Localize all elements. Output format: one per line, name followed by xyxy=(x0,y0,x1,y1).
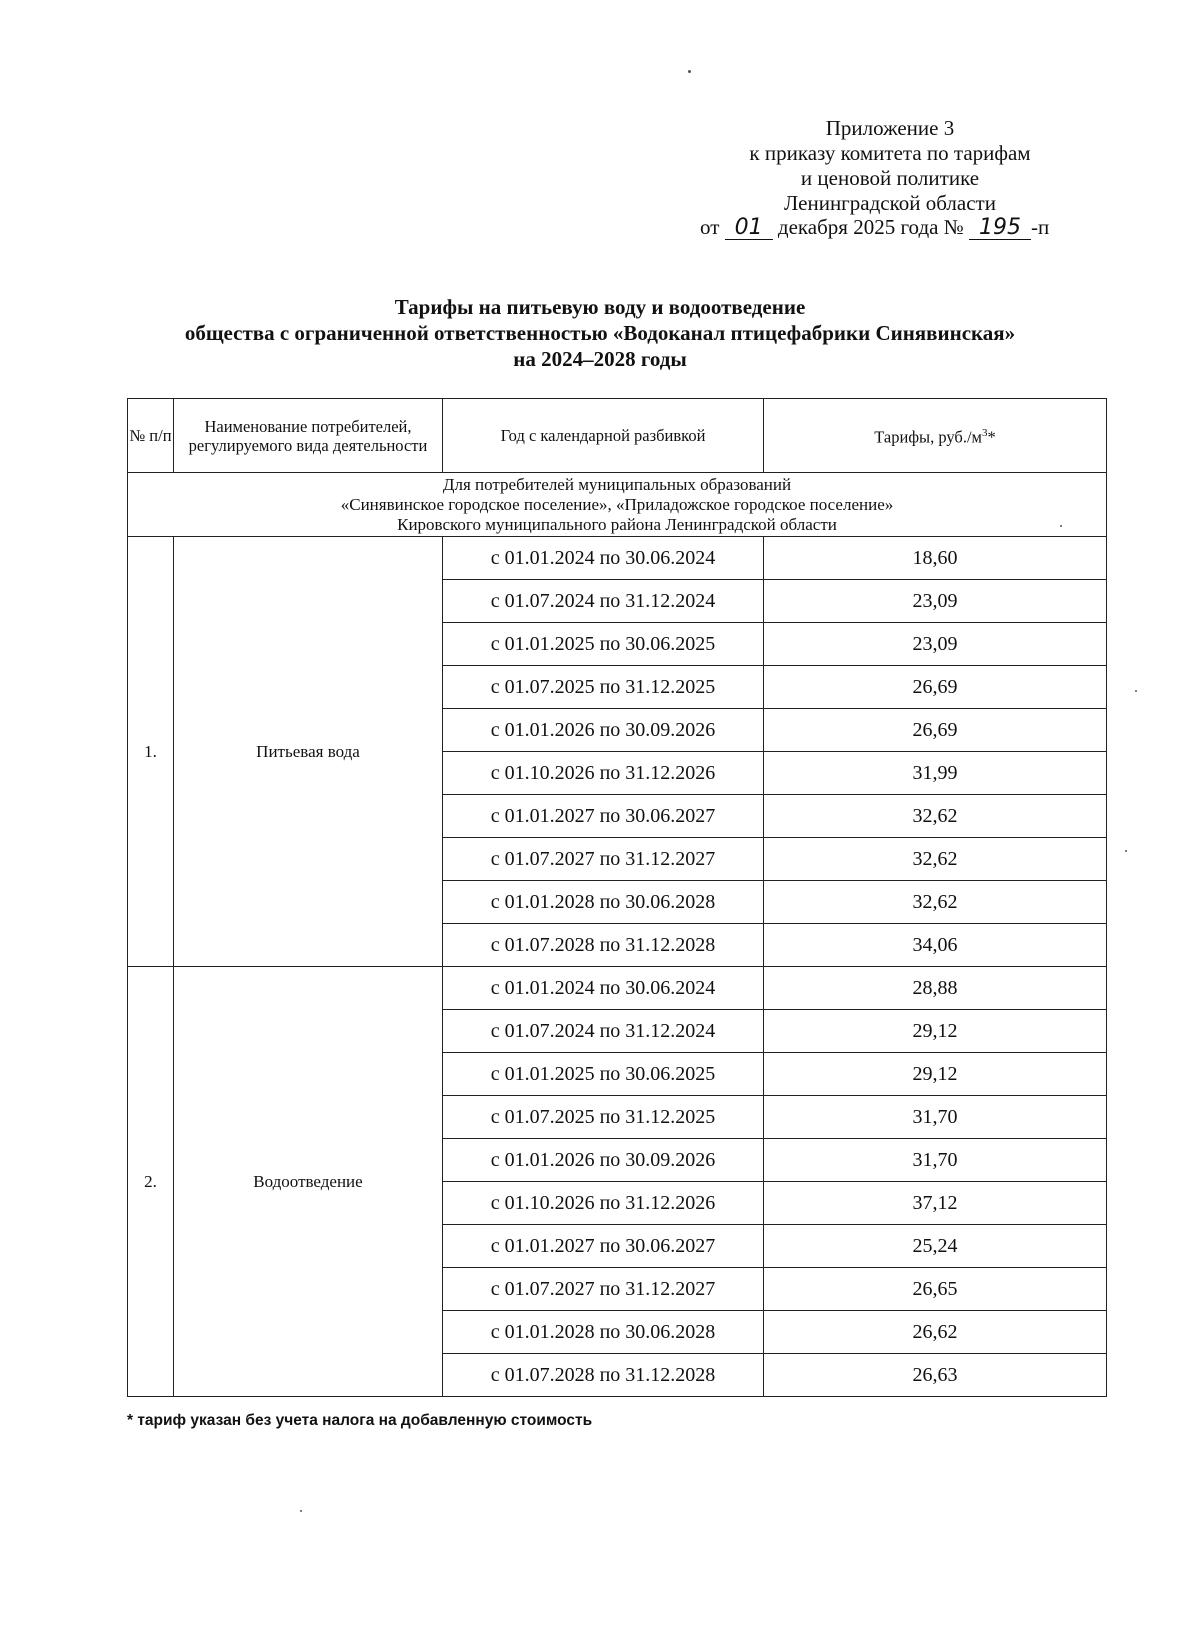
tariff-value-cell: 32,62 xyxy=(764,795,1107,838)
tariff-value-cell: 25,24 xyxy=(764,1225,1107,1268)
period-cell: с 01.10.2026 по 31.12.2026 xyxy=(443,1182,764,1225)
title-line: общества с ограниченной ответственностью «Водоканал птицефабрики Синявинская» xyxy=(184,321,1016,345)
period-cell: с 01.01.2028 по 30.06.2028 xyxy=(443,1311,764,1354)
period-cell: с 01.01.2024 по 30.06.2024 xyxy=(443,967,764,1010)
period-cell: с 01.07.2025 по 31.12.2025 xyxy=(443,1096,764,1139)
period-cell: с 01.07.2028 по 31.12.2028 xyxy=(443,1354,764,1397)
tariff-value-cell: 26,69 xyxy=(764,666,1107,709)
order-reference xyxy=(700,215,1049,240)
table-row xyxy=(128,967,1107,1010)
header-name: Наименование потребителей, регулируемого вида деятельности xyxy=(174,399,443,473)
header-period: Год с календарной разбивкой xyxy=(443,399,764,473)
section-service-name: Питьевая вода xyxy=(174,537,443,967)
appendix-line: Ленинградской области xyxy=(784,191,996,215)
tariff-value-cell: 23,09 xyxy=(764,623,1107,666)
period-cell: с 01.07.2024 по 31.12.2024 xyxy=(443,1010,764,1053)
table-header-row xyxy=(128,399,1107,473)
scan-speck xyxy=(1125,850,1127,852)
document-title xyxy=(80,294,1120,372)
header-tariff-label: Тарифы, руб./м xyxy=(874,427,982,447)
tariff-value-cell: 26,65 xyxy=(764,1268,1107,1311)
group-line: Кировского муниципального района Ленинградской области xyxy=(397,514,837,534)
tariff-value-cell: 26,63 xyxy=(764,1354,1107,1397)
period-cell: с 01.01.2024 по 30.06.2024 xyxy=(443,537,764,580)
title-line: на 2024–2028 годы xyxy=(513,347,687,371)
appendix-header xyxy=(660,116,1120,216)
period-cell: с 01.07.2027 по 31.12.2027 xyxy=(443,1268,764,1311)
header-tariff-star: * xyxy=(987,427,996,447)
tariff-value-cell: 37,12 xyxy=(764,1182,1107,1225)
order-number-handwritten: 195 xyxy=(969,217,1031,240)
header-tariff xyxy=(764,399,1107,473)
order-day-handwritten: 01 xyxy=(725,217,773,240)
header-tariff-sup: 3 xyxy=(981,427,988,440)
section-service-name: Водоотведение xyxy=(174,967,443,1397)
tariff-value-cell: 29,12 xyxy=(764,1010,1107,1053)
period-cell: с 01.01.2027 по 30.06.2027 xyxy=(443,1225,764,1268)
tariff-body xyxy=(128,537,1107,1397)
tariff-value-cell: 34,06 xyxy=(764,924,1107,967)
period-cell: с 01.01.2026 по 30.09.2026 xyxy=(443,709,764,752)
tariff-value-cell: 31,99 xyxy=(764,752,1107,795)
period-cell: с 01.07.2027 по 31.12.2027 xyxy=(443,838,764,881)
section-number: 1. xyxy=(128,537,174,967)
period-cell: с 01.07.2024 по 31.12.2024 xyxy=(443,580,764,623)
group-line: «Синявинское городское поселение», «Приладожское городское поселение» xyxy=(340,494,894,514)
tariff-value-cell: 31,70 xyxy=(764,1139,1107,1182)
consumer-group-row xyxy=(128,473,1107,537)
tariff-value-cell: 32,62 xyxy=(764,838,1107,881)
order-month-year: декабря 2025 года № xyxy=(777,215,964,239)
footnote: * тариф указан без учета налога на добавленную стоимость xyxy=(127,1412,593,1429)
consumer-group-cell xyxy=(128,473,1107,537)
header-num: № п/п xyxy=(128,399,174,473)
scan-speck xyxy=(688,70,691,73)
period-cell: с 01.07.2025 по 31.12.2025 xyxy=(443,666,764,709)
tariff-value-cell: 18,60 xyxy=(764,537,1107,580)
title-line: Тарифы на питьевую воду и водоотведение xyxy=(394,295,806,319)
order-suffix: -п xyxy=(1031,215,1050,239)
appendix-line: и ценовой политике xyxy=(800,166,980,190)
tariff-value-cell: 32,62 xyxy=(764,881,1107,924)
table-row xyxy=(128,537,1107,580)
section-number: 2. xyxy=(128,967,174,1397)
period-cell: с 01.07.2028 по 31.12.2028 xyxy=(443,924,764,967)
tariff-value-cell: 26,62 xyxy=(764,1311,1107,1354)
tariff-value-cell: 31,70 xyxy=(764,1096,1107,1139)
appendix-line: Приложение 3 xyxy=(825,116,955,140)
period-cell: с 01.10.2026 по 31.12.2026 xyxy=(443,752,764,795)
period-cell: с 01.01.2025 по 30.06.2025 xyxy=(443,623,764,666)
appendix-line: к приказу комитета по тарифам xyxy=(749,141,1031,165)
order-prefix: от xyxy=(700,215,720,239)
period-cell: с 01.01.2027 по 30.06.2027 xyxy=(443,795,764,838)
period-cell: с 01.01.2025 по 30.06.2025 xyxy=(443,1053,764,1096)
tariff-value-cell: 28,88 xyxy=(764,967,1107,1010)
period-cell: с 01.01.2026 по 30.09.2026 xyxy=(443,1139,764,1182)
tariff-value-cell: 26,69 xyxy=(764,709,1107,752)
scan-speck xyxy=(300,1510,302,1512)
tariff-value-cell: 23,09 xyxy=(764,580,1107,623)
scan-speck xyxy=(1135,690,1137,692)
period-cell: с 01.01.2028 по 30.06.2028 xyxy=(443,881,764,924)
tariff-table xyxy=(127,398,1107,1397)
tariff-value-cell: 29,12 xyxy=(764,1053,1107,1096)
group-line: Для потребителей муниципальных образований xyxy=(442,474,792,494)
